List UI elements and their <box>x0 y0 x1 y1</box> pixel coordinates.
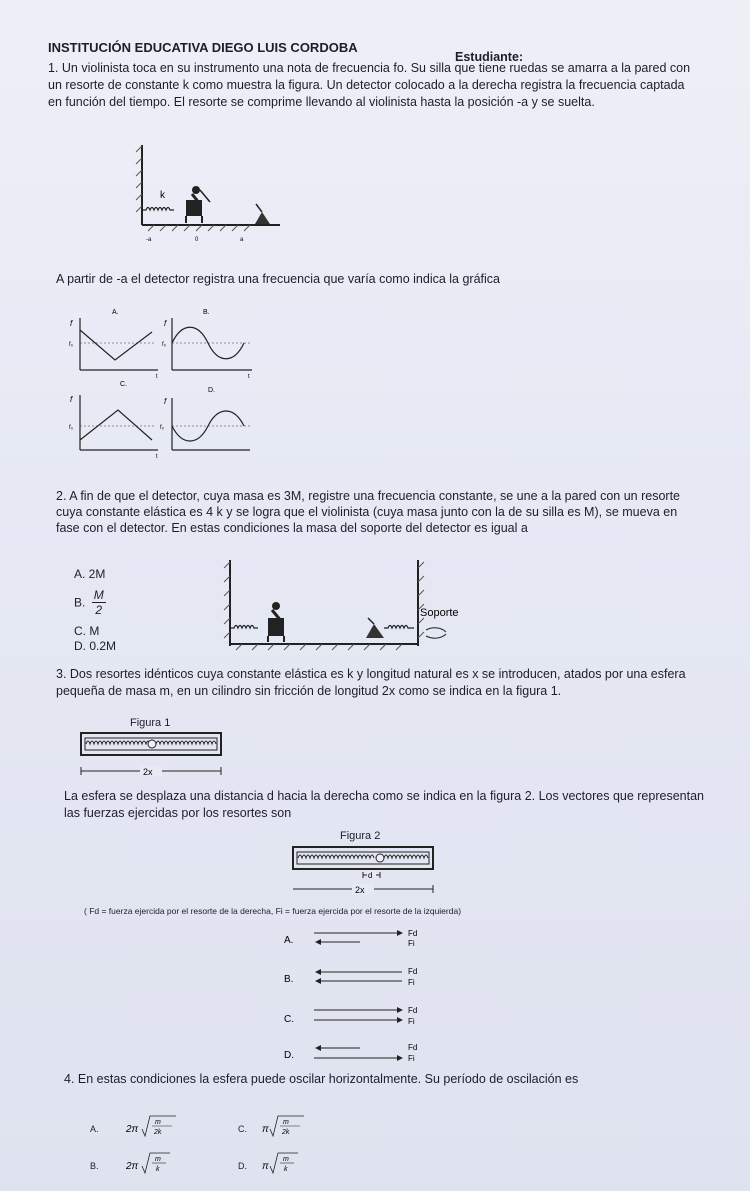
q1-text-line3: en función del tiempo. El resorte se comprime llevando al violinista hasta la posición -a y se suelta. <box>48 95 595 109</box>
q3-option-a[interactable] <box>284 929 417 948</box>
graph-a-f: f <box>70 319 73 328</box>
q3-option-d-label: D. <box>284 1050 294 1061</box>
q2-option-c[interactable]: C. M <box>74 624 100 638</box>
figure1-length: 2x <box>143 767 153 777</box>
institution-title: INSTITUCIÓN EDUCATIVA DIEGO LUIS CORDOBA <box>48 40 358 55</box>
figure2-length: 2x <box>355 885 365 895</box>
q4-b-m: m <box>155 1156 161 1163</box>
figure1-title: Figura 1 <box>130 717 171 729</box>
graph-a-t: t <box>156 374 158 380</box>
q4-option-c-label: C. <box>238 1124 247 1134</box>
q3-legend: ( Fd = fuerza ejercida por el resorte de la derecha, Fi = fuerza ejercida por el resorte de la izquierda) <box>84 906 462 916</box>
q4-c-2k: 2k <box>282 1129 290 1136</box>
q3-option-c[interactable] <box>284 1006 417 1026</box>
q1-graph-prompt: A partir de -a el detector registra una frecuencia que varía como indica la gráfica <box>56 272 500 286</box>
student-label: Estudiante: <box>455 50 524 64</box>
figure2-cylinder <box>290 844 438 896</box>
q1-text-line1: 1. Un violinista toca en su instrumento una nota de frecuencia fo. Su silla que tiene ruedas se amarra a la pared con <box>48 61 691 75</box>
figure1-sphere <box>148 740 156 748</box>
graph-c-label: C. <box>120 381 127 388</box>
q3-option-c-label: C. <box>284 1014 294 1025</box>
q3-c-fd: Fd <box>408 1006 418 1015</box>
q2-option-d[interactable]: D. 0.2M <box>74 639 117 653</box>
q4-option-b-formula <box>126 1149 186 1179</box>
q3-text-line2: pequeña de masa m, en un cilindro sin fricción de longitud 2x como se indica en la figura 1. <box>56 684 562 698</box>
graph-b-f0: f₀ <box>162 342 167 348</box>
q4-text: 4. En estas condiciones la esfera puede oscilar horizontalmente. Su período de oscilación es <box>64 1072 579 1086</box>
graph-b-f: f <box>164 319 167 328</box>
q2-text-line1: 2. A fin de que el detector, cuya masa es 3M, registre una frecuencia constante, se une a la pared con un resorte <box>56 489 680 503</box>
q1-k-label: k <box>160 190 165 201</box>
q4-c-m: m <box>283 1119 289 1126</box>
q1-neg-a: -a <box>146 237 152 243</box>
q1-spring <box>142 208 174 211</box>
q4-d-m: m <box>283 1156 289 1163</box>
q1-a: a <box>240 237 244 243</box>
q2-frac-den: 2 <box>95 603 103 617</box>
graph-b-label: B. <box>203 309 210 316</box>
graph-a-label: A. <box>112 309 119 316</box>
q4-a-coef: 2π <box>126 1124 139 1135</box>
q2-detector-icon <box>366 618 384 638</box>
graph-b-t: t <box>248 374 250 380</box>
q4-option-a-formula <box>126 1112 186 1142</box>
q2-option-b-label: B. <box>74 595 86 610</box>
q3-b-fi: Fi <box>408 978 415 987</box>
q3-option-b-label: B. <box>284 974 294 985</box>
q3-text2-line2: las fuerzas ejercidas por los resortes son <box>64 806 292 820</box>
q3-d-fd: Fd <box>408 1043 418 1052</box>
figure2-left-spring <box>298 855 374 858</box>
q4-c-coef: π <box>262 1124 269 1135</box>
q4-b-coef: 2π <box>126 1161 139 1172</box>
figure2-right-spring <box>384 855 428 858</box>
q2-right-spring <box>384 626 414 629</box>
detector-icon <box>255 204 270 224</box>
q4-a-m: m <box>155 1119 161 1126</box>
q4-option-d-label: D. <box>238 1161 247 1171</box>
q1-violinist-figure <box>130 140 290 250</box>
graph-d-f: f <box>164 397 167 406</box>
q2-figure <box>222 556 482 656</box>
q3-a-fi: Fi <box>408 939 415 948</box>
q2-option-b-fraction <box>92 588 106 617</box>
q2-violinist-icon <box>268 602 284 642</box>
graph-c[interactable] <box>69 395 158 460</box>
graph-a[interactable] <box>69 318 158 380</box>
q2-option-b[interactable] <box>74 588 106 617</box>
graph-c-f: f <box>70 395 73 404</box>
figure1-right-spring <box>156 741 216 744</box>
graph-c-f0: f₀ <box>69 425 74 431</box>
q4-option-a-label: A. <box>90 1124 99 1134</box>
q3-d-fi: Fi <box>408 1054 415 1062</box>
q3-text2-line1: La esfera se desplaza una distancia d hacia la derecha como se indica en la figura 2. Los vectores que representan <box>64 789 704 803</box>
figure1-cylinder <box>78 730 228 778</box>
violinist-icon <box>186 186 210 223</box>
soporte-pointer <box>426 628 446 638</box>
graph-a-f0: f₀ <box>69 342 74 348</box>
q4-d-coef: π <box>262 1161 269 1172</box>
q3-vector-options <box>280 922 440 1062</box>
q3-c-fi: Fi <box>408 1017 415 1026</box>
graph-d-label: D. <box>208 387 215 394</box>
q2-frac-num: M <box>93 588 104 602</box>
graph-b[interactable] <box>162 318 252 380</box>
figure2-d-label: d <box>368 871 373 880</box>
q4-option-c-formula <box>262 1112 322 1142</box>
graph-c-t: t <box>156 454 158 460</box>
q4-option-b-label: B. <box>90 1161 99 1171</box>
q2-text-line2: cuya constante elástica es 4 k y se logra que el violinista (cuya masa junto con la de su silla es M), se mueva en <box>56 505 678 519</box>
q3-option-d[interactable] <box>284 1043 417 1062</box>
q2-option-a[interactable]: A. 2M <box>74 567 106 581</box>
q1-text-line2: un resorte de constante k como muestra la figura. Un detector colocado a la derecha registra la frecuencia captada <box>48 78 685 92</box>
q3-a-fd: Fd <box>408 929 418 938</box>
q1-graph-options <box>60 300 260 470</box>
q4-option-d-formula <box>262 1149 322 1179</box>
q3-option-b[interactable] <box>284 967 417 987</box>
graph-d[interactable] <box>160 397 250 450</box>
q4-b-k: k <box>156 1166 160 1173</box>
q3-option-a-label: A. <box>284 935 294 946</box>
q3-b-fd: Fd <box>408 967 418 976</box>
q4-d-k: k <box>284 1166 288 1173</box>
figure2-title: Figura 2 <box>340 830 381 842</box>
graph-d-f0: f₀ <box>160 425 165 431</box>
soporte-label: Soporte <box>420 607 459 619</box>
q2-text-line3: fase con el detector. En estas condiciones la masa del soporte del detector es igual a <box>56 521 528 535</box>
q1-zero: 0 <box>195 237 199 243</box>
figure2-sphere <box>376 854 384 862</box>
q3-text-line1: 3. Dos resortes idénticos cuya constante elástica es k y longitud natural es x se introducen, atados por una esfera <box>56 667 686 681</box>
q4-a-2k: 2k <box>154 1129 162 1136</box>
figure1-left-spring <box>86 741 150 744</box>
q2-left-spring <box>230 626 258 629</box>
